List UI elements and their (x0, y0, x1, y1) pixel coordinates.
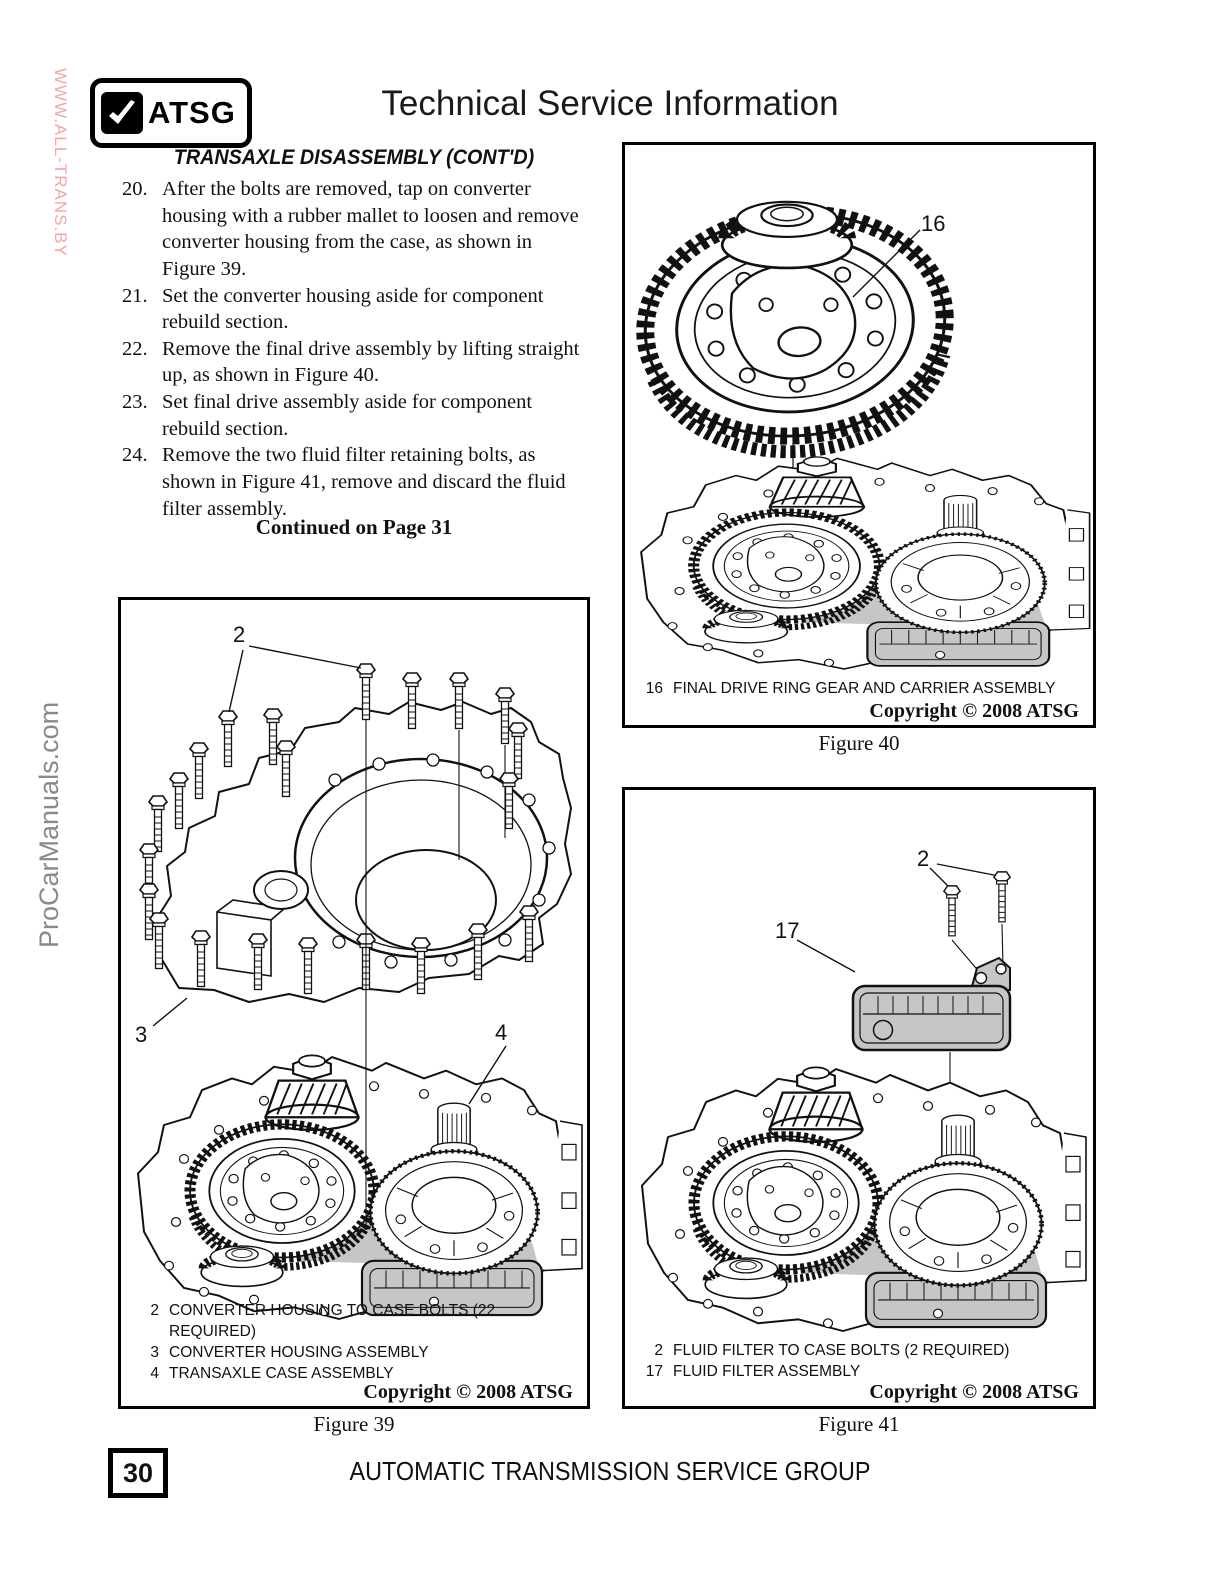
atsg-logo (90, 78, 252, 148)
procedure-steps (122, 176, 590, 522)
figure-40-drawing (625, 145, 1093, 725)
figure-39-drawing (121, 600, 587, 1406)
figure-40-legend (637, 678, 1083, 699)
page-title: Technical Service Information (381, 84, 839, 123)
transaxle-case-illustration (642, 1067, 1086, 1331)
fluid-filter-bolts (944, 872, 1010, 936)
continued-note: Continued on Page 31 (255, 515, 453, 539)
legend-item: 2 FLUID FILTER TO CASE BOLTS (2 REQUIRED) (654, 1342, 1010, 1359)
copyright-notice: Copyright © 2008 ATSG (869, 700, 1079, 722)
footer-org-name: AUTOMATIC TRANSMISSION SERVICE GROUP (349, 1456, 871, 1486)
page-number: 30 (108, 1448, 168, 1498)
copyright-notice: Copyright © 2008 ATSG (869, 1381, 1079, 1403)
checkmark-icon (101, 92, 143, 134)
transaxle-case-illustration (641, 457, 1089, 669)
fluid-filter-illustration (853, 958, 1010, 1050)
bearing-illustration (722, 202, 852, 268)
step-20: 20. After the bolts are removed, tap on converter housing with a rubber mallet to loosen and remove converter housing from the case, as shown in Figure 39. (122, 178, 579, 280)
figure-39-legend (133, 1300, 577, 1384)
callout-16-label: 16 (921, 211, 946, 236)
callout-2-label: 2 (917, 846, 930, 871)
figure-41-caption: Figure 41 (818, 1412, 900, 1436)
legend-item: 2 CONVERTER HOUSING TO CASE BOLTS (22 REQUIRED) (150, 1302, 496, 1340)
figure-39-caption: Figure 39 (313, 1412, 395, 1436)
step-22: 22. Remove the final drive assembly by lifting straight up, as shown in Figure 40. (122, 337, 580, 387)
transaxle-case-illustration (138, 1055, 582, 1319)
watermark-procarmanuals: ProCarManuals.com (34, 701, 64, 948)
atsg-logo-text: ATSG (148, 95, 236, 130)
housing-bearing-bore (254, 871, 308, 909)
step-21: 21. Set the converter housing aside for component rebuild section. (122, 284, 544, 334)
figure-39-box (118, 597, 590, 1409)
figure-40-box (622, 142, 1096, 728)
legend-item: 3 CONVERTER HOUSING ASSEMBLY (150, 1344, 429, 1361)
legend-item: 4 TRANSAXLE CASE ASSEMBLY (150, 1365, 394, 1382)
watermark-all-trans: WWW.ALL-TRANS.BY (51, 68, 70, 257)
callout-17-label: 17 (775, 918, 800, 943)
callout-17-leader (797, 940, 855, 972)
callout-4-label: 4 (495, 1020, 508, 1045)
callout-2-label: 2 (233, 622, 246, 647)
section-heading: TRANSAXLE DISASSEMBLY (CONT'D) (173, 146, 535, 169)
callout-2-leader (229, 646, 361, 712)
legend-item: 17 FLUID FILTER ASSEMBLY (645, 1363, 861, 1380)
callout-2-leader (930, 864, 999, 888)
figure-41-drawing (625, 790, 1093, 1406)
callout-3-label: 3 (135, 1022, 148, 1047)
step-24: 24. Remove the two fluid filter retaining bolts, as shown in Figure 41, remove and discard the fluid filter assembly. (122, 444, 566, 520)
legend-item: 16 FINAL DRIVE RING GEAR AND CARRIER ASSEMBLY (645, 680, 1056, 697)
step-23: 23. Set final drive assembly aside for component rebuild section. (122, 391, 533, 440)
copyright-notice: Copyright © 2008 ATSG (363, 1381, 573, 1403)
figure-41-legend (637, 1340, 1083, 1382)
figure-41-box (622, 787, 1096, 1409)
callout-3-leader (153, 998, 187, 1026)
figure-40-caption: Figure 40 (818, 731, 900, 755)
